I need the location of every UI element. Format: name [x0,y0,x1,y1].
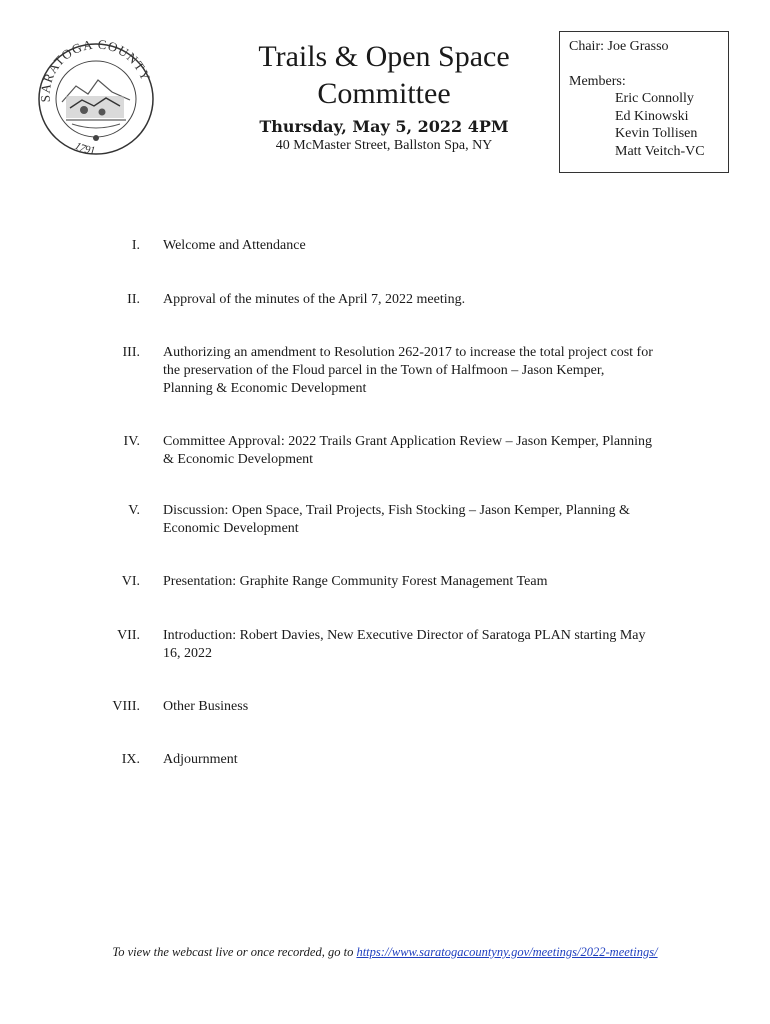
webcast-link[interactable]: https://www.saratogacountyny.gov/meetings/2022-meetings/ [356,945,658,959]
agenda-item-number: II. [127,292,140,307]
member-name: Eric Connolly [615,91,694,106]
committee-title-line2: Committee [317,77,451,110]
agenda-item-number: VII. [117,628,140,643]
members-label: Members: [569,73,626,89]
agenda-item-number: V. [128,503,140,518]
agenda-item-text: Other Business [163,699,249,714]
chair-label: Chair: Joe Grasso [569,39,669,54]
header [246,38,522,154]
agenda-item-text: Committee Approval: 2022 Trails Grant Application Review – Jason Kemper, Planning [163,434,653,449]
agenda-item-number: III. [122,345,140,360]
webcast-note-text: To view the webcast live or once recorded, go to [112,945,357,959]
agenda-item-text: Discussion: Open Space, Trail Projects, Fish Stocking – Jason Kemper, Planning & [163,503,630,518]
agenda-item-number: VIII. [112,699,140,714]
svg-text:1791: 1791 [72,139,96,158]
agenda-item-number: IX. [121,752,140,767]
agenda-item-number: I. [131,238,140,253]
agenda-item-text: 16, 2022 [163,646,212,661]
county-seal-logo [36,40,156,158]
agenda-item-text: Introduction: Robert Davies, New Executive Director of Saratoga PLAN starting May [163,628,646,643]
committee-title-line1: Trails & Open Space [258,40,510,73]
agenda-item-text: Approval of the minutes of the April 7, 2022 meeting. [163,292,466,307]
agenda-item-text: Planning & Economic Development [163,381,367,396]
member-name: Matt Veitch-VC [615,143,705,159]
member-name: Ed Kinowski [615,108,689,124]
agenda-item-text: Adjournment [163,752,238,767]
agenda-item-text: Presentation: Graphite Range Community Forest Management Team [163,574,548,589]
meeting-date: Thursday, May 5, 2022 4PM [259,117,509,136]
agenda-item-text: Authorizing an amendment to Resolution 262-2017 to increase the total project cost for [163,345,653,360]
member-name: Kevin Tollisen [615,126,698,141]
agenda-item-text: Economic Development [163,521,299,536]
committee-members-box [559,31,729,173]
agenda-item-text: the preservation of the Floud parcel in the Town of Halfmoon – Jason Kemper, [163,363,605,378]
agenda-item-text: Welcome and Attendance [163,238,306,253]
agenda-item-number: IV. [123,434,140,449]
meeting-address: 40 McMaster Street, Ballston Spa, NY [275,138,493,153]
agenda-item-text: & Economic Development [163,452,314,467]
agenda-item-number: VI. [121,574,140,589]
webcast-note [0,945,770,960]
svg-text:SARATOGA COUNTY: SARATOGA COUNTY [37,40,154,103]
